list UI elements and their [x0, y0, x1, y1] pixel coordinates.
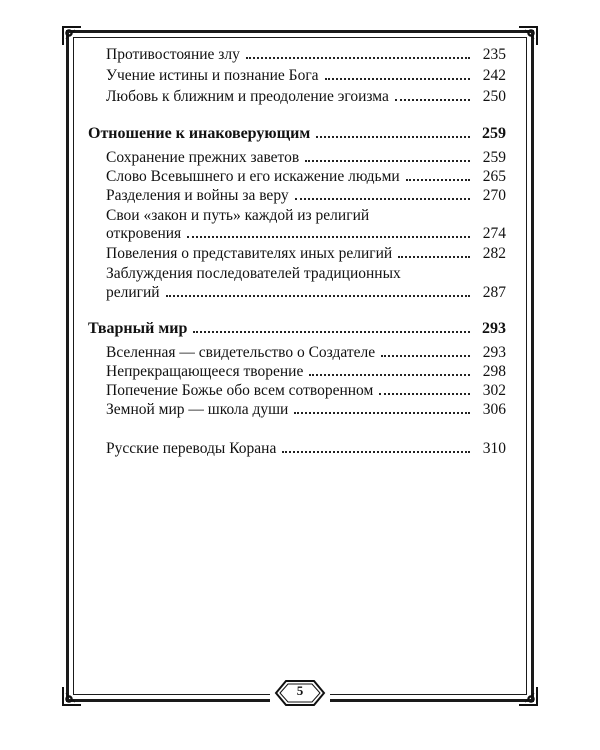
- leader-dots: [295, 198, 470, 200]
- toc-entry-title: религий: [106, 284, 160, 301]
- leader-dots: [379, 393, 470, 395]
- toc-entry[interactable]: [106, 168, 506, 186]
- toc-entry[interactable]: [106, 225, 506, 243]
- toc-entry[interactable]: [106, 344, 506, 362]
- toc-entry-page: 235: [482, 46, 506, 63]
- toc-entry-page: 302: [482, 382, 506, 399]
- toc-entry[interactable]: [106, 187, 506, 205]
- toc-section-entry[interactable]: [88, 125, 506, 143]
- toc-entry-title: Русские переводы Корана: [106, 440, 277, 457]
- toc-entry-page: 242: [482, 67, 506, 84]
- toc-entry-page: 282: [482, 245, 506, 262]
- toc-section-title: Отношение к инаковерующим: [88, 125, 311, 142]
- toc-entry-page: 274: [482, 225, 506, 242]
- corner-ornament-icon: [61, 685, 83, 707]
- leader-dots: [246, 57, 470, 59]
- leader-dots: [305, 160, 470, 162]
- toc-entry-page: 310: [482, 440, 506, 457]
- toc-entry[interactable]: [106, 67, 506, 85]
- toc-entry-title: Любовь к ближним и преодоление эгоизма: [106, 88, 389, 105]
- toc-entry-title: Учение истины и познание Бога: [106, 67, 319, 84]
- corner-ornament-icon: [517, 685, 539, 707]
- toc-entry[interactable]: [106, 284, 506, 302]
- toc-entry-title: Вселенная — свидетельство о Создателе: [106, 344, 376, 361]
- toc-entry-page: 250: [482, 88, 506, 105]
- toc-entry-page: 298: [482, 363, 506, 380]
- toc-entry-page: 265: [482, 168, 506, 185]
- leader-dots: [395, 99, 470, 101]
- toc-entry-page: 259: [482, 149, 506, 166]
- leader-dots: [406, 179, 470, 181]
- corner-ornament-icon: [517, 25, 539, 47]
- toc-entry-title: Повеления о представителях иных религий: [106, 245, 393, 262]
- leader-dots: [187, 236, 470, 238]
- toc-entry[interactable]: [106, 363, 506, 381]
- toc-entry-title: Непрекращающееся творение: [106, 363, 304, 380]
- toc-entry-page: 306: [482, 401, 506, 418]
- toc-entry-page: 270: [482, 187, 506, 204]
- toc-entry-page: 259: [482, 125, 506, 142]
- toc-entry-title: Земной мир — школа души: [106, 401, 289, 418]
- toc-entry[interactable]: [106, 46, 506, 64]
- leader-dots: [325, 78, 470, 80]
- leader-dots: [398, 256, 470, 258]
- toc-entry[interactable]: [106, 440, 506, 458]
- leader-dots: [282, 451, 470, 453]
- leader-dots: [316, 136, 470, 138]
- toc-entry-title-line1: Свои «закон и путь» каждой из религий: [106, 207, 370, 224]
- toc-entry-title: Противостояние злу: [106, 46, 240, 63]
- toc-entry-page: 293: [482, 320, 506, 337]
- leader-dots: [166, 295, 470, 297]
- toc-section-entry[interactable]: [88, 320, 506, 338]
- leader-dots: [193, 331, 470, 333]
- toc-entry-title: откровения: [106, 225, 182, 242]
- toc-entry-page: 293: [482, 344, 506, 361]
- toc-entry-title-line1: Заблуждения последователей традиционных: [106, 265, 401, 282]
- corner-ornament-icon: [61, 25, 83, 47]
- toc-entry[interactable]: [106, 88, 506, 106]
- toc-entry-title: Сохранение прежних заветов: [106, 149, 300, 166]
- toc-entry[interactable]: [106, 245, 506, 263]
- page-number: 5: [296, 683, 304, 698]
- leader-dots: [309, 374, 470, 376]
- toc-entry-title: Разделения и войны за веру: [106, 187, 289, 204]
- toc-entry[interactable]: [106, 401, 506, 419]
- toc-entry-title: Слово Всевышнего и его искажение людьми: [106, 168, 400, 185]
- toc-entry-title: Попечение Божье обо всем сотворенном: [106, 382, 374, 399]
- toc-entry[interactable]: [106, 149, 506, 167]
- toc-entry[interactable]: [106, 382, 506, 400]
- toc-section-title: Тварный мир: [88, 320, 188, 337]
- leader-dots: [294, 412, 470, 414]
- leader-dots: [381, 355, 470, 357]
- toc-entry-page: 287: [482, 284, 506, 301]
